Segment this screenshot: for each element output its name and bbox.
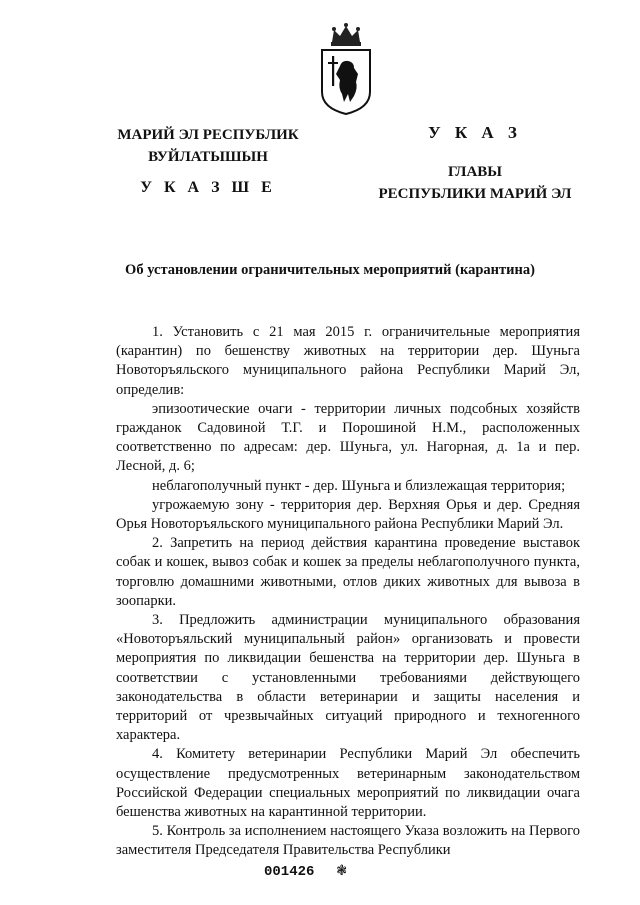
paragraph-1: 1. Установить с 21 мая 2015 г. ограничительные мероприятия (карантин) по бешенству животных на территории дер. Шуньга Новоторъяльского муниципального района Республики Марий Эл, определив: xyxy=(116,324,580,398)
document-title: Об установлении ограничительных мероприятий (карантина) xyxy=(125,262,535,278)
document-footer xyxy=(264,860,346,880)
header-right-block xyxy=(360,122,590,205)
header-left-line3: У К А З Ш Е xyxy=(140,179,276,196)
paragraph-7: 4. Комитету ветеринарии Республики Марий Эл обеспечить осуществление предусмотренных ветеринарным законодательством Российской Федерации специальных мероприятий по ликвидации очага бешенства животных на карантинной территории. xyxy=(116,746,580,821)
paragraph-8: 5. Контроль за исполнением настоящего Указа возложить на Первого заместителя Председателя Правительства Республики xyxy=(116,823,580,859)
document-number: 001426 xyxy=(264,864,315,880)
header-right-line1: У К А З xyxy=(428,123,522,142)
paragraph-5: 2. Запретить на период действия карантина проведение выставок собак и кошек, вывоз собак и кошек за пределы неблагополучного пункта, торговлю домашними животными, отлов диких животных для вывоза в зоопарки. xyxy=(116,535,580,609)
paragraph-2: эпизоотические очаги - территории личных подсобных хозяйств гражданок Садовиной Т.Г. и Порошиной Н.М., расположенных соответственно по адресам: дер. Шуньга, ул. Нагорная, д. 1а и пер. Лесной, д. 6; xyxy=(116,400,580,475)
asterisk-mark-icon: ❃ xyxy=(336,862,347,880)
document-body xyxy=(116,323,580,861)
paragraph-3: неблагополучный пункт - дер. Шуньга и близлежащая территория; xyxy=(152,477,566,494)
paragraph-6: 3. Предложить администрации муниципального образования «Новоторъяльский муниципальный район» организовать и провести мероприятия по ликвидации бешенства на территории дер. Шуньга в соответствии с установленными требованиями действующего законодательства в области ветеринарии и защиты населения и территорий от чрезвычайных ситуаций природного и техногенного характера. xyxy=(116,612,580,744)
header-left-block xyxy=(88,124,328,199)
header-right-line2: ГЛАВЫ xyxy=(447,164,503,180)
paragraph-4: угрожаемую зону - территория дер. Верхняя Орья и дер. Средняя Орья Новоторъяльского муниципального района Республики Марий Эл. xyxy=(116,496,580,533)
header-right-line3: РЕСПУБЛИКИ МАРИЙ ЭЛ xyxy=(378,186,572,202)
header-left-line1: МАРИЙ ЭЛ РЕСПУБЛИК xyxy=(117,127,299,143)
header-left-line2: ВУЙЛАТЫШЫН xyxy=(148,149,268,165)
coat-of-arms-emblem xyxy=(314,22,378,116)
